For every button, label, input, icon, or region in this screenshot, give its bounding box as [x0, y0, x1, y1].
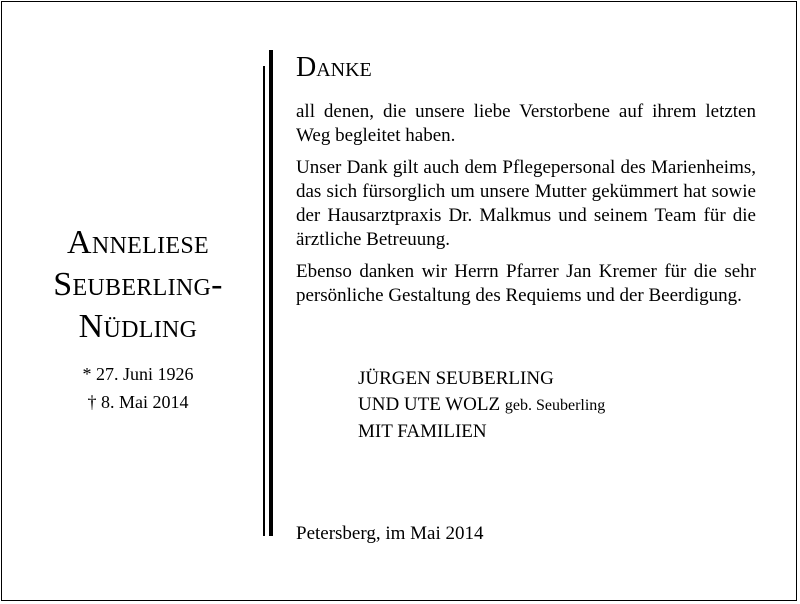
message-block: [296, 48, 756, 445]
signature-line-1: JÜRGEN SEUBERLING: [358, 368, 554, 389]
deceased-name-line2: Seuberling-: [53, 266, 223, 303]
signature-line-3: MIT FAMILIEN: [358, 421, 487, 442]
message-paragraph-1: all denen, die unsere liebe Verstorbene auf ihrem letzten Weg begleitet haben.: [296, 101, 756, 146]
life-dates: [18, 360, 258, 416]
deceased-name-line3: Nüdling: [78, 308, 198, 345]
deceased-name-line1: Anneliese: [67, 224, 209, 261]
message-paragraph-3: Ebenso danken wir Herrn Pfarrer Jan Kremer für die sehr persönliche Gestaltung des Requiems und der Beerdigung.: [296, 261, 756, 306]
deceased-block: [18, 222, 258, 416]
birth-date: * 27. Juni 1926: [82, 364, 194, 384]
signature-block: [358, 366, 756, 445]
divider-thin-bar: [263, 66, 265, 536]
signature-line-2: [358, 392, 756, 419]
message-title: Danke: [296, 52, 372, 83]
death-date: † 8. Mai 2014: [87, 392, 189, 412]
signature-line-2-main: UND UTE WOLZ: [358, 394, 501, 415]
message-paragraph-2: Unser Dank gilt auch dem Pflegepersonal des Marienheims, das sich fürsorglich um unsere Mutter gekümmert hat sowie der Hausarztpraxis Dr. Malkmus und seinem Team für die ärztliche Betreuung.: [296, 157, 756, 250]
signature-line-2-suffix: geb. Seuberling: [504, 397, 606, 414]
divider-thick-bar: [269, 50, 273, 536]
place-date: Petersberg, im Mai 2014: [296, 523, 484, 544]
